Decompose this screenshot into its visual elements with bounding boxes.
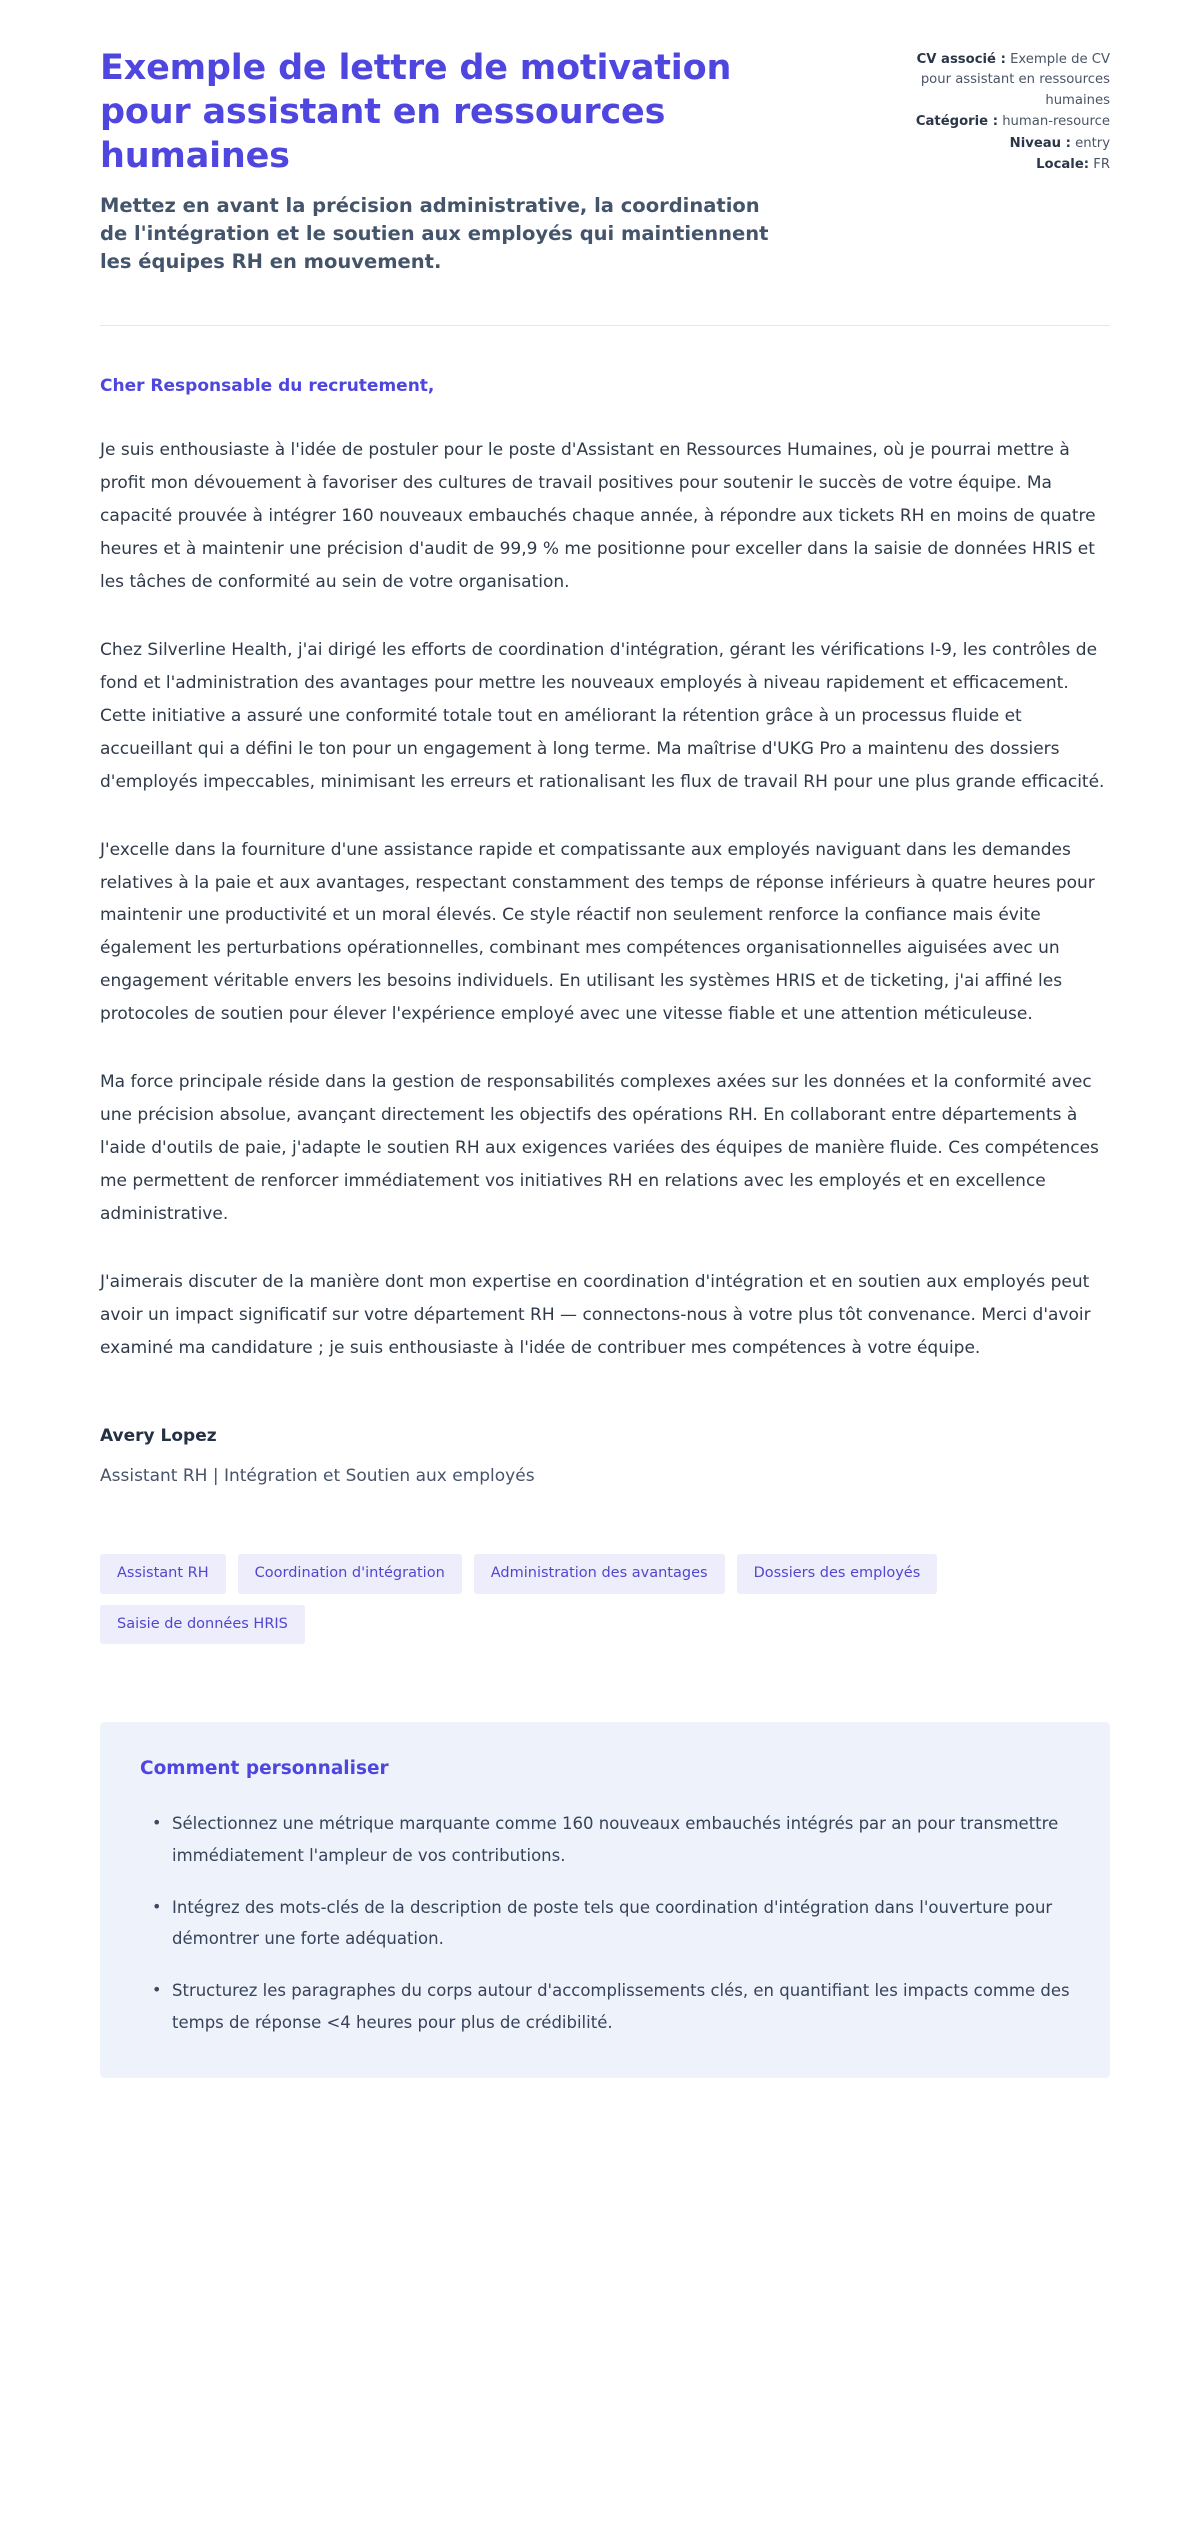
- tag-chip[interactable]: Saisie de données HRIS: [100, 1605, 305, 1645]
- letter-paragraph-2: Chez Silverline Health, j'ai dirigé les efforts de coordination d'intégration, gérant les vérifications I-9, les contrôles de fond et l'administration des avantages pour mettre les nouveaux employés à niveau rapidement et efficacement. Cette initiative a assuré une conformité totale tout en améliorant la rétention grâce à un processus fluide et accueillant qui a défini le ton pour un engagement à long terme. Ma maîtrise d'UKG Pro a maintenu des dossiers d'employés impeccables, minimisant les erreurs et rationalisant les flux de travail RH pour une plus grande efficacité.: [100, 639, 1105, 792]
- meta-value-locale: FR: [1093, 157, 1110, 173]
- meta-label-categorie: Catégorie :: [915, 114, 998, 130]
- meta-value-cv-associe: Exemple de CV pour assistant en ressources humaines: [920, 52, 1110, 108]
- header-title-group: [100, 46, 772, 275]
- letter-paragraph-5: J'aimerais discuter de la manière dont mon expertise en coordination d'intégration et en soutien aux employés peut avoir un impact significatif sur votre département RH — connectons-nous à votre plus tôt convenance. Merci d'avoir examiné ma candidature ; je suis enthousiaste à l'idée de contribuer mes compétences à votre équipe.: [100, 1272, 1091, 1359]
- document-metadata: [905, 46, 1110, 177]
- page-subtitle: Mettez en avant la précision administrative, la coordination de l'intégration et le soutien aux employés qui maintiennent les équipes RH en mouvement.: [100, 194, 769, 273]
- customization-callout: [100, 1722, 1110, 2078]
- callout-list-item: • Intégrez des mots-clés de la description de poste tels que coordination d'intégration dans l'ouverture pour démontrer une forte adéquation.: [162, 1892, 1070, 1955]
- letter-salutation: Cher Responsable du recrutement,: [100, 376, 435, 397]
- callout-list-item: • Sélectionnez une métrique marquante comme 160 nouveaux embauchés intégrés par an pour transmettre immédiatement l'ampleur de vos contributions.: [162, 1808, 1070, 1871]
- letter-paragraph-4: Ma force principale réside dans la gestion de responsabilités complexes axées sur les données et la conformité avec une précision absolue, avançant directement les objectifs des opérations RH. En collaborant entre départements à l'aide d'outils de paie, j'adapte le soutien RH aux exigences variées des équipes de manière fluide. Ces compétences me permettent de renforcer immédiatement vos initiatives RH en relations avec les employés et en excellence administrative.: [100, 1072, 1099, 1225]
- tag-chip[interactable]: Administration des avantages: [474, 1554, 725, 1594]
- letter-paragraph-1: Je suis enthousiaste à l'idée de postuler pour le poste d'Assistant en Ressources Humaines, où je pourrai mettre à profit mon dévouement à favoriser des cultures de travail positives pour soutenir le succès de votre équipe. Ma capacité prouvée à intégrer 160 nouveaux embauchés chaque année, à répondre aux tickets RH en moins de quatre heures et à maintenir une précision d'audit de 99,9 % me positionne pour exceller dans la saisie de données HRIS et les tâches de conformité au sein de votre organisation.: [100, 439, 1096, 592]
- meta-row-locale: [905, 155, 1110, 175]
- signature-name: Avery Lopez: [100, 1426, 217, 1447]
- signature-role: Assistant RH | Intégration et Soutien aux employés: [100, 1466, 535, 1487]
- cover-letter-body: [100, 326, 1110, 1490]
- meta-value-niveau: entry: [1075, 135, 1110, 151]
- tag-chip[interactable]: Coordination d'intégration: [238, 1554, 462, 1594]
- callout-list-item: • Structurez les paragraphes du corps autour d'accomplissements clés, en quantifiant les impacts comme des temps de réponse <4 heures pour plus de crédibilité.: [162, 1975, 1070, 2038]
- tag-chip[interactable]: Assistant RH: [100, 1554, 226, 1594]
- tag-chip[interactable]: Dossiers des employés: [737, 1554, 938, 1594]
- meta-row-categorie: [905, 112, 1110, 132]
- letter-paragraph-3: J'excelle dans la fourniture d'une assistance rapide et compatissante aux employés naviguant dans les demandes relatives à la paie et aux avantages, respectant constamment des temps de réponse inférieurs à quatre heures pour maintenir une productivité et un moral élevés. Ce style réactif non seulement renforce la confiance mais évite également les perturbations opérationnelles, combinant mes compétences organisationnelles aiguisées avec un engagement véritable envers les besoins individuels. En utilisant les systèmes HRIS et de ticketing, j'ai affiné les protocoles de soutien pour élever l'expérience employé avec une vitesse fiable et une attention méticuleuse.: [100, 839, 1095, 1025]
- page-title: Exemple de lettre de motivation pour assistant en ressources humaines: [100, 48, 732, 177]
- callout-title: Comment personnaliser: [140, 1758, 389, 1780]
- signature-block: [100, 1423, 1110, 1490]
- callout-list: [140, 1808, 1070, 2038]
- meta-row-cv-associe: [905, 50, 1110, 111]
- meta-label-cv-associe: CV associé :: [916, 52, 1006, 67]
- meta-row-niveau: [905, 134, 1110, 154]
- meta-value-categorie: human-resource: [1002, 114, 1110, 130]
- meta-label-locale: Locale:: [1036, 157, 1090, 173]
- meta-label-niveau: Niveau :: [1009, 135, 1071, 151]
- tag-list: [100, 1554, 1110, 1644]
- document-header: [100, 46, 1110, 275]
